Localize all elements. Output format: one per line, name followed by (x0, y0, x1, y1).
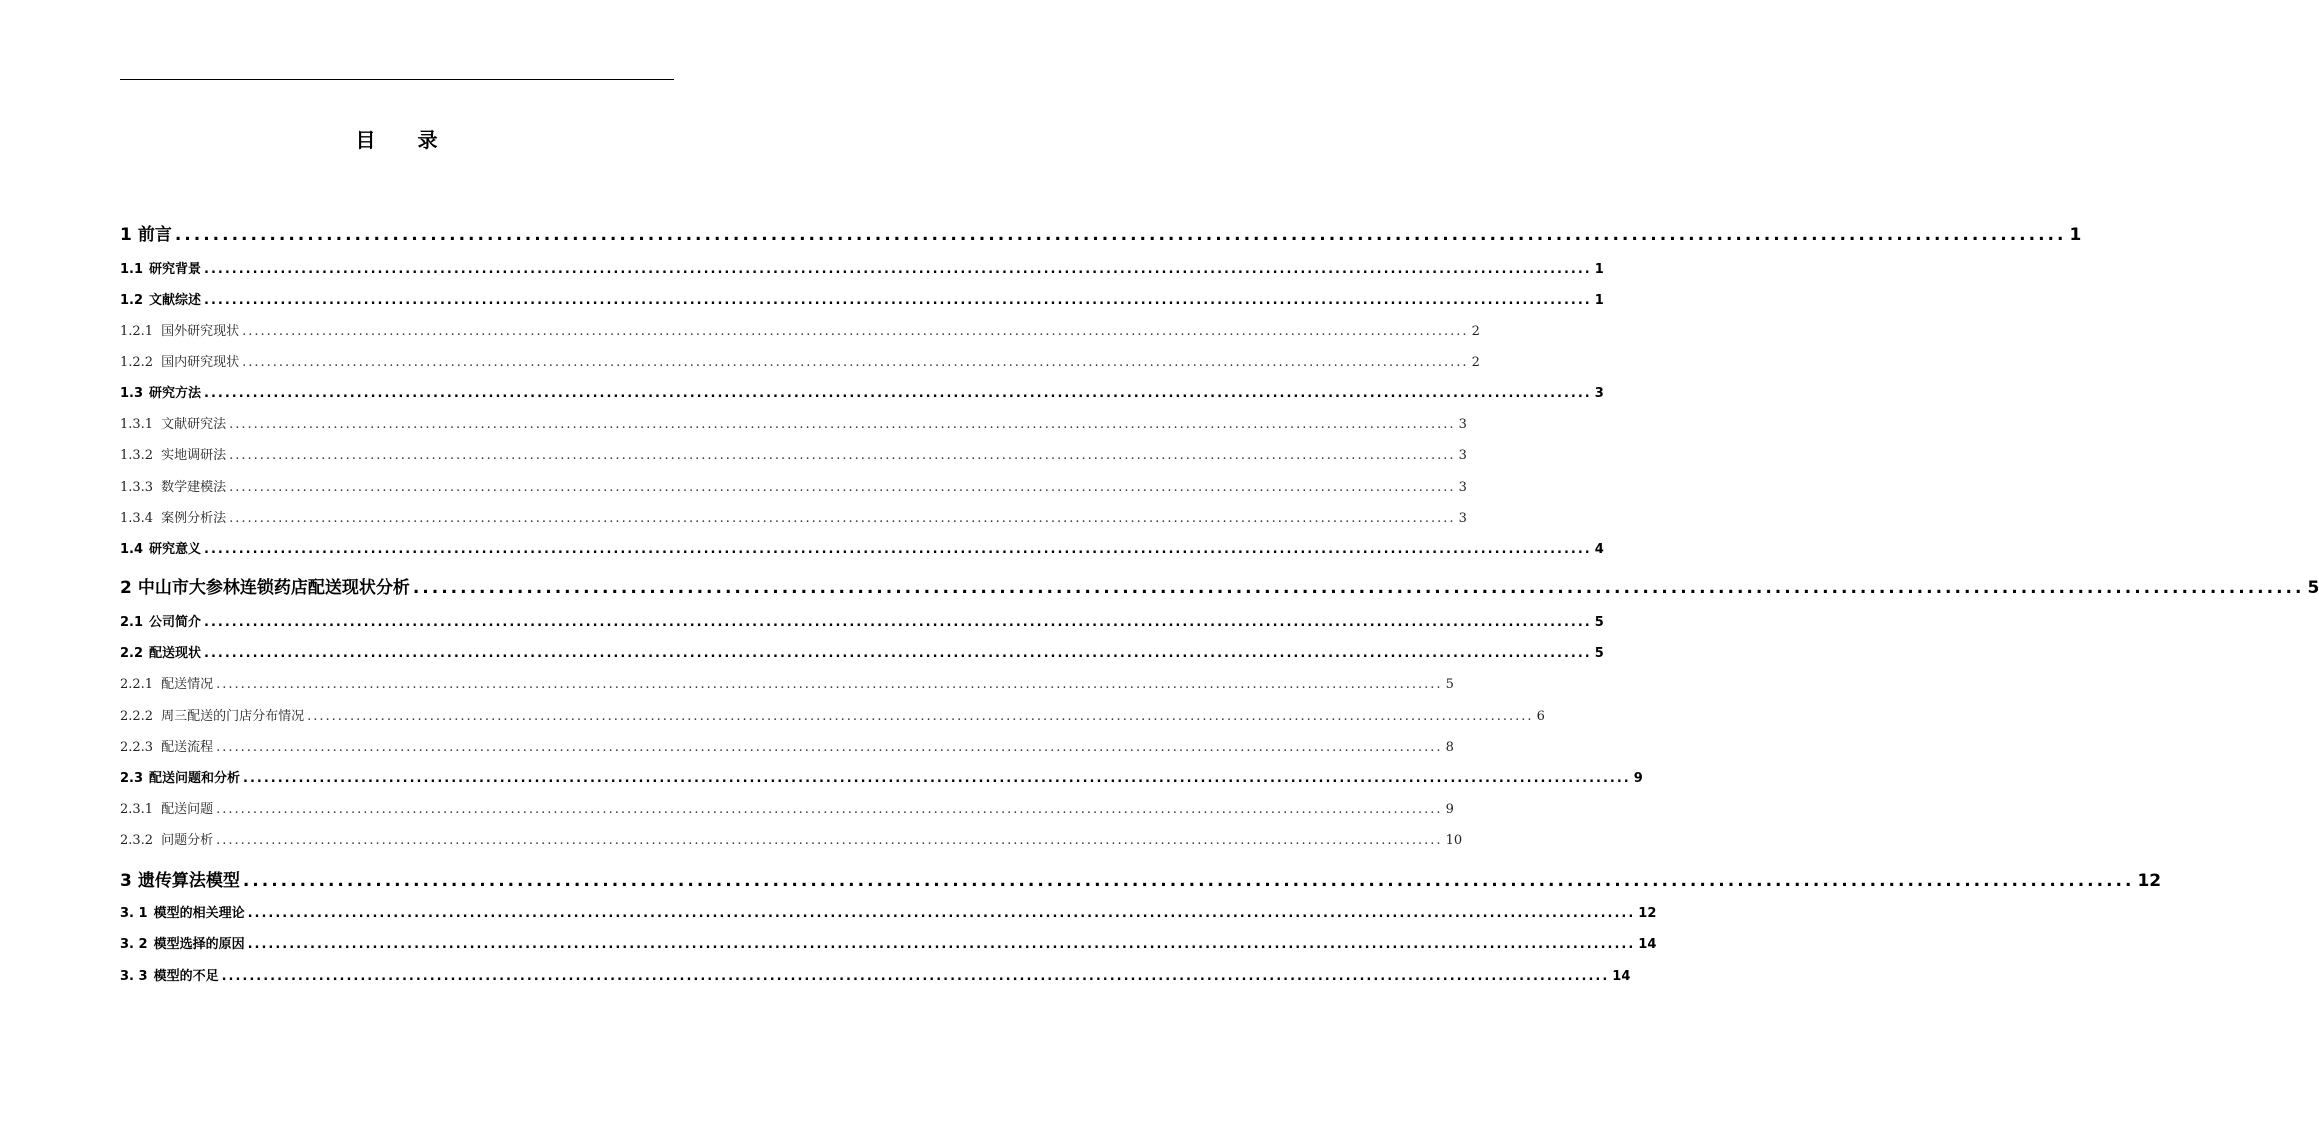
toc-entry[interactable] (120, 351, 1480, 370)
toc-entry-label (120, 902, 245, 921)
toc-entry-label (120, 866, 240, 891)
toc-entry-page: 3 (1458, 511, 1467, 526)
page-title (0, 124, 793, 153)
toc-entry[interactable] (120, 382, 1604, 401)
toc-entry-label (120, 258, 201, 277)
toc-entry-title: 遗传算法模型 (137, 871, 240, 891)
toc-entry-page: 4 (1594, 542, 1604, 557)
dot-leader: ........................................................................................................................................................................................................ (204, 646, 1592, 661)
toc-entry-page: 5 (1594, 615, 1604, 630)
toc-entry-number: 2.1 (120, 615, 144, 630)
dot-leader: ........................................................................................................................................................................................................ (204, 262, 1592, 277)
toc-entry-label (120, 673, 213, 692)
toc-entry[interactable] (120, 289, 1604, 308)
toc-entry-label (120, 476, 226, 495)
dot-leader: ........................................................................................................................................................................................................ (216, 740, 1443, 755)
toc-entry-number: 3. 1 (120, 906, 148, 921)
toc-entry-title: 模型的相关理论 (153, 906, 245, 921)
toc-entry-label (120, 413, 226, 432)
toc-entry-label (120, 351, 239, 370)
toc-entry-title: 配送流程 (161, 740, 214, 755)
title-char-2: 录 (417, 128, 438, 152)
toc-entry[interactable] (120, 476, 1467, 495)
toc-entry-page: 8 (1445, 740, 1454, 755)
dot-leader: ........................................................................................................................................................................................................ (216, 833, 1443, 848)
toc-entry-title: 模型选择的原因 (153, 937, 245, 952)
toc-entry-page: 12 (2137, 871, 2162, 891)
toc-entry[interactable] (120, 573, 2319, 598)
toc-entry-title: 国内研究现状 (161, 355, 240, 370)
toc-entry[interactable] (120, 611, 1604, 630)
toc-entry-page: 3 (1594, 386, 1604, 401)
toc-entry-label (120, 220, 172, 245)
toc-entry[interactable] (120, 866, 2162, 891)
toc-entry[interactable] (120, 413, 1467, 432)
toc-entry-number: 3. 2 (120, 937, 148, 952)
toc-entry-number: 2.3.1 (120, 802, 154, 817)
dot-leader: ........................................................................................................................................................................................................ (229, 480, 1456, 495)
toc-entry-label (120, 798, 213, 817)
toc-entry-number: 2.2 (120, 646, 144, 661)
toc-entry[interactable] (120, 258, 1604, 277)
toc-entry-label (120, 829, 213, 848)
toc-entry-page: 2 (1471, 355, 1480, 370)
toc-entry-label (120, 507, 226, 526)
toc-entry-number: 3. 3 (120, 969, 148, 984)
dot-leader: ........................................................................................................................................................................................................ (221, 969, 1610, 984)
toc-entry-label (120, 289, 201, 308)
dot-leader: ........................................................................................................................................................................................................ (242, 324, 1469, 339)
dot-leader: ........................................................................................................................................................................................................ (307, 709, 1534, 724)
title-char-1: 目 (355, 128, 376, 152)
toc-entry[interactable] (120, 767, 1643, 786)
toc-entry[interactable] (120, 705, 1545, 724)
toc-entry-number: 1.2 (120, 293, 144, 308)
toc-entry-page: 5 (2307, 578, 2319, 598)
toc-entry[interactable] (120, 507, 1467, 526)
toc-entry-page: 5 (1445, 677, 1454, 692)
toc-entry-title: 实地调研法 (161, 448, 227, 463)
toc-entry-number: 1.3 (120, 386, 144, 401)
toc-entry-label (120, 538, 201, 557)
toc-entry-number: 1.3.4 (120, 511, 154, 526)
toc-entry-number: 2.2.2 (120, 709, 154, 724)
toc-entry-page: 1 (2069, 225, 2082, 245)
toc-entry-title: 研究背景 (149, 262, 202, 277)
toc-entry-title: 研究方法 (149, 386, 202, 401)
toc-entry-number: 1.2.2 (120, 355, 154, 370)
toc-entry[interactable] (120, 673, 1454, 692)
dot-leader: ........................................................................................................................................................................................................ (204, 542, 1592, 557)
dot-leader: ........................................................................................................................................................................................................ (412, 578, 2305, 598)
toc-entry-title: 案例分析法 (161, 511, 227, 526)
toc-entry-label (120, 320, 239, 339)
toc-entry-page: 5 (1594, 646, 1604, 661)
toc-entry[interactable] (120, 642, 1604, 661)
toc-entry-page: 14 (1612, 969, 1631, 984)
toc-entry-label (120, 382, 201, 401)
toc-entry-page: 9 (1445, 802, 1454, 817)
header-rule (120, 79, 674, 80)
dot-leader: ........................................................................................................................................................................................................ (204, 293, 1592, 308)
toc-entry-title: 配送问题和分析 (149, 771, 241, 786)
toc-entry-page: 9 (1633, 771, 1643, 786)
toc-entry[interactable] (120, 736, 1454, 755)
toc-entry-page: 1 (1594, 262, 1604, 277)
dot-leader: ........................................................................................................................................................................................................ (229, 511, 1456, 526)
dot-leader: ........................................................................................................................................................................................................ (243, 771, 1631, 786)
dot-leader: ........................................................................................................................................................................................................ (204, 615, 1592, 630)
toc-entry[interactable] (120, 798, 1454, 817)
toc-entry-label (120, 933, 245, 952)
dot-leader: ........................................................................................................................................................................................................ (174, 225, 2067, 245)
toc-entry-number: 1.3.1 (120, 417, 154, 432)
toc-entry-number: 2.2.3 (120, 740, 154, 755)
toc-entry-page: 3 (1458, 448, 1467, 463)
toc-entry-label (120, 767, 240, 786)
toc-entry-label (120, 736, 213, 755)
toc-entry-number: 1.2.1 (120, 324, 154, 339)
toc-entry-title: 配送情况 (161, 677, 214, 692)
toc-entry[interactable] (120, 965, 1631, 984)
toc-entry[interactable] (120, 220, 2082, 245)
toc-entry-title: 配送现状 (149, 646, 202, 661)
toc-entry-label (120, 705, 304, 724)
toc-entry-page: 12 (1638, 906, 1657, 921)
toc-entry-number: 1.1 (120, 262, 144, 277)
toc-entry-label (120, 611, 201, 630)
dot-leader: ........................................................................................................................................................................................................ (229, 448, 1456, 463)
toc-entry-number: 2.2.1 (120, 677, 154, 692)
toc-entry[interactable] (120, 444, 1467, 463)
toc-entry-title: 文献研究法 (161, 417, 227, 432)
toc-entry-title: 模型的不足 (153, 969, 219, 984)
toc-entry-number: 2.3.2 (120, 833, 154, 848)
toc-entry-title: 研究意义 (149, 542, 202, 557)
toc-entry-label (120, 965, 219, 984)
dot-leader: ........................................................................................................................................................................................................ (204, 386, 1592, 401)
dot-leader: ........................................................................................................................................................................................................ (216, 802, 1443, 817)
dot-leader: ........................................................................................................................................................................................................ (216, 677, 1443, 692)
toc-entry-label (120, 444, 226, 463)
toc-entry-title: 文献综述 (149, 293, 202, 308)
toc-entry-number: 1.3.2 (120, 448, 154, 463)
toc-entry-page: 6 (1536, 709, 1545, 724)
toc-entry[interactable] (120, 902, 1657, 921)
dot-leader: ........................................................................................................................................................................................................ (242, 871, 2135, 891)
toc-entry-number: 1.4 (120, 542, 144, 557)
toc-entry-page: 10 (1445, 833, 1463, 848)
dot-leader: ........................................................................................................................................................................................................ (247, 937, 1636, 952)
toc-entry-title: 问题分析 (161, 833, 214, 848)
toc-entry-page: 1 (1594, 293, 1604, 308)
dot-leader: ........................................................................................................................................................................................................ (242, 355, 1469, 370)
toc-entry-title: 公司简介 (149, 615, 202, 630)
toc-entry-number: 1 (120, 225, 132, 245)
toc-entry-number: 2 (120, 578, 132, 598)
toc-entry-title: 国外研究现状 (161, 324, 240, 339)
toc-entry-title: 中山市大参林连锁药店配送现状分析 (137, 578, 410, 598)
toc-entry[interactable] (120, 320, 1480, 339)
toc-entry[interactable] (120, 933, 1657, 952)
toc-entry-title: 配送问题 (161, 802, 214, 817)
toc-entry[interactable] (120, 829, 1463, 848)
toc-entry-title: 周三配送的门店分布情况 (161, 709, 305, 724)
toc-entry-number: 1.3.3 (120, 480, 154, 495)
toc-entry-page: 14 (1638, 937, 1657, 952)
toc-entry-page: 2 (1471, 324, 1480, 339)
toc-entry-title: 数学建模法 (161, 480, 227, 495)
dot-leader: ........................................................................................................................................................................................................ (247, 906, 1636, 921)
toc-entry-label (120, 642, 201, 661)
toc-entry-number: 2.3 (120, 771, 144, 786)
toc-entry-title: 前言 (137, 225, 172, 245)
toc-entry[interactable] (120, 538, 1604, 557)
toc-entry-number: 3 (120, 871, 132, 891)
dot-leader: ........................................................................................................................................................................................................ (229, 417, 1456, 432)
toc-entry-page: 3 (1458, 417, 1467, 432)
toc-entry-page: 3 (1458, 480, 1467, 495)
toc-entry-label (120, 573, 410, 598)
